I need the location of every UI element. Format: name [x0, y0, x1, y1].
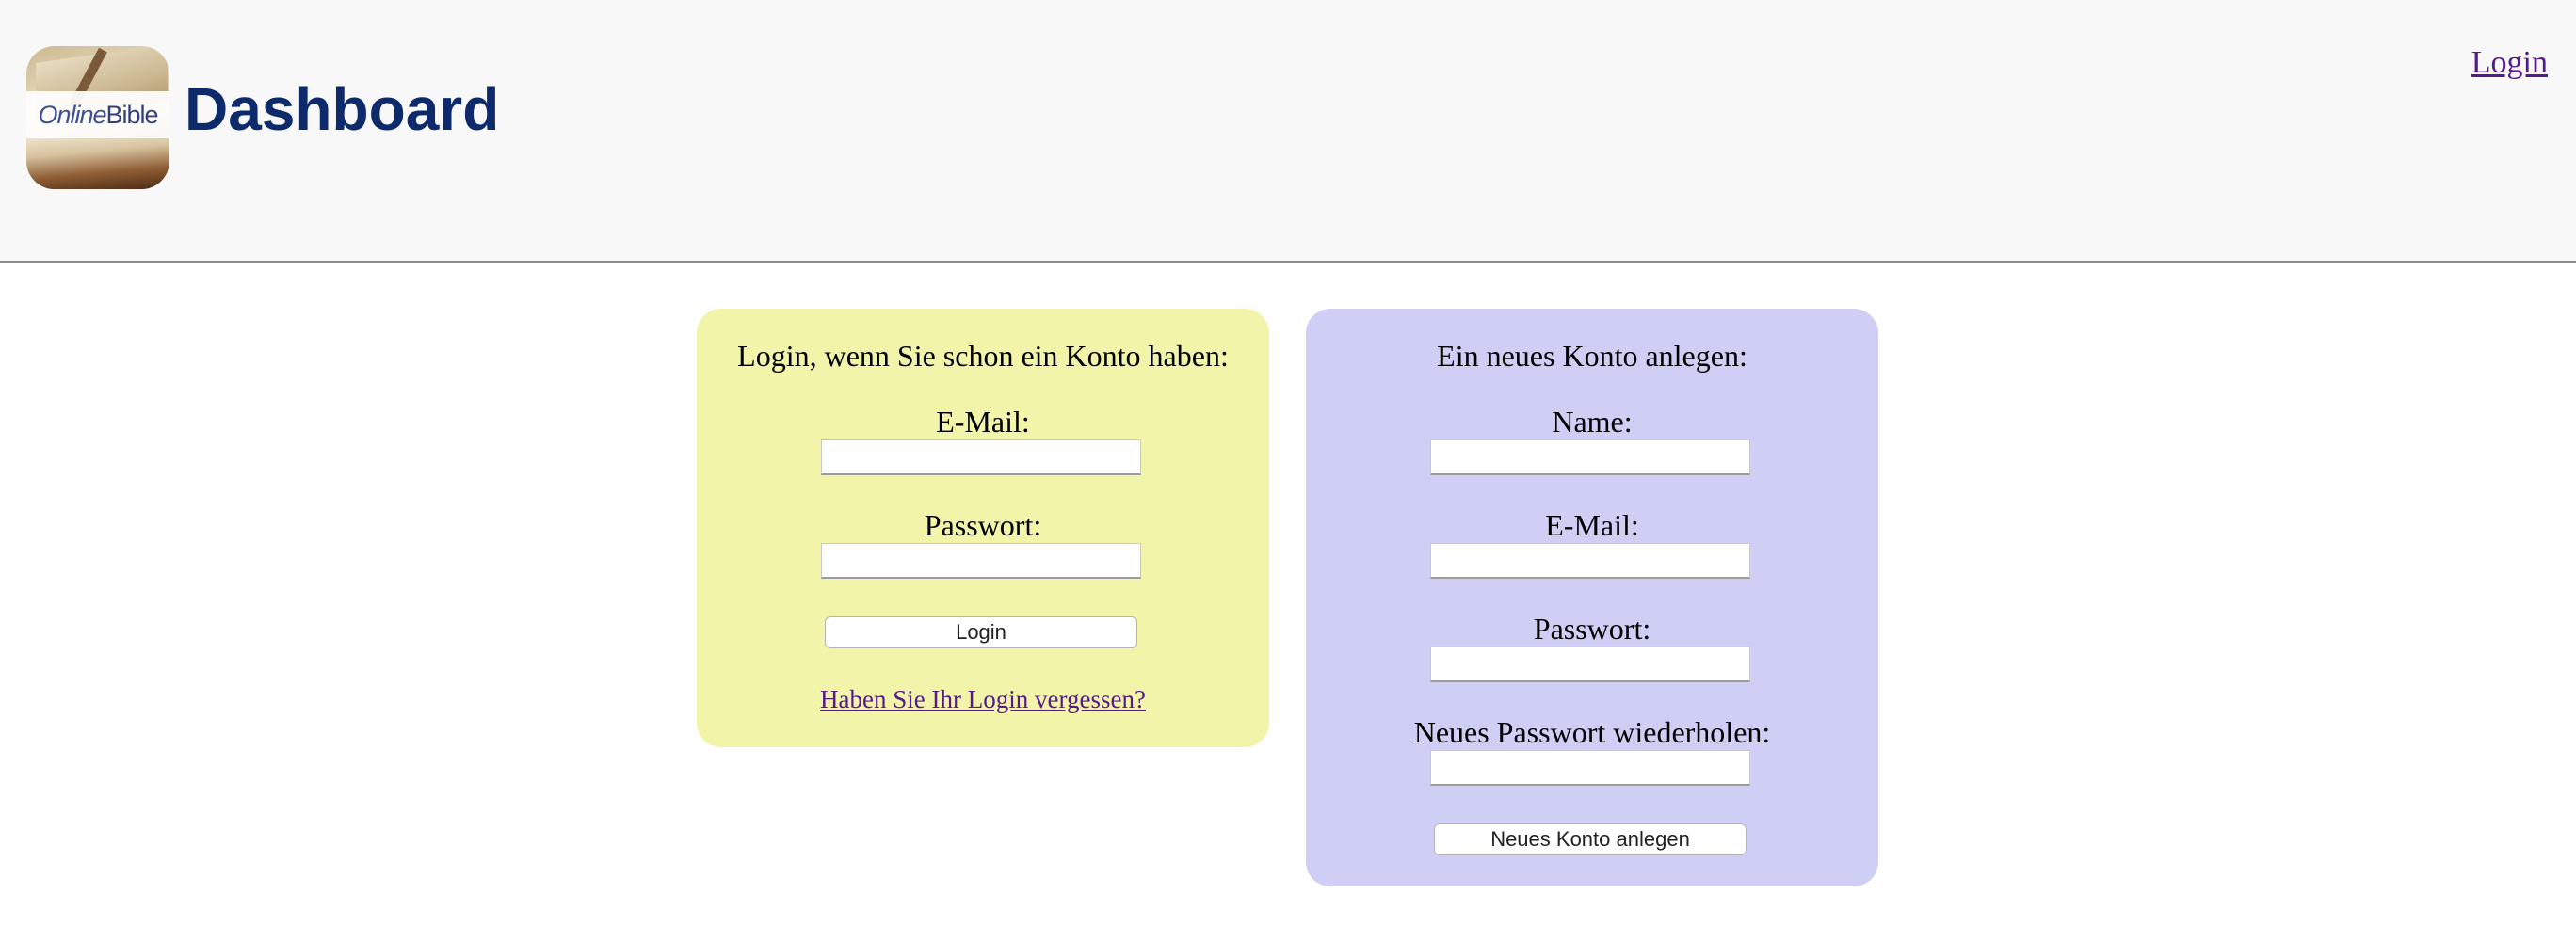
login-heading: Login, wenn Sie schon ein Konto haben: — [737, 339, 1229, 373]
login-button[interactable]: Login — [825, 616, 1137, 648]
header-login-link[interactable]: Login — [2471, 45, 2548, 80]
register-password-input[interactable] — [1430, 647, 1750, 682]
login-password-label: Passwort: — [924, 508, 1042, 542]
register-email-input[interactable] — [1430, 543, 1750, 579]
logo-word-bible: Bible — [105, 100, 158, 129]
login-email-input[interactable] — [821, 439, 1141, 475]
register-email-label: E-Mail: — [1545, 508, 1639, 542]
register-password-repeat-input[interactable] — [1430, 750, 1750, 786]
register-name-input[interactable] — [1430, 439, 1750, 475]
logo-word-online: Online — [38, 100, 106, 129]
header — [0, 0, 2576, 263]
register-panel — [1306, 309, 1878, 886]
register-password-label: Passwort: — [1533, 612, 1651, 646]
book-cover-graphic — [26, 138, 169, 189]
login-email-label: E-Mail: — [936, 405, 1030, 439]
login-panel — [697, 309, 1269, 747]
register-password-repeat-label: Neues Passwort wiederholen: — [1413, 715, 1771, 749]
register-name-label: Name: — [1552, 405, 1633, 439]
forgot-login-link[interactable]: Haben Sie Ihr Login vergessen? — [820, 685, 1146, 713]
register-heading: Ein neues Konto anlegen: — [1437, 339, 1747, 373]
online-bible-logo[interactable] — [26, 46, 169, 189]
page-title: Dashboard — [185, 75, 500, 143]
login-password-input[interactable] — [821, 543, 1141, 579]
create-account-button[interactable]: Neues Konto anlegen — [1434, 823, 1747, 855]
logo-text-band — [26, 91, 169, 138]
